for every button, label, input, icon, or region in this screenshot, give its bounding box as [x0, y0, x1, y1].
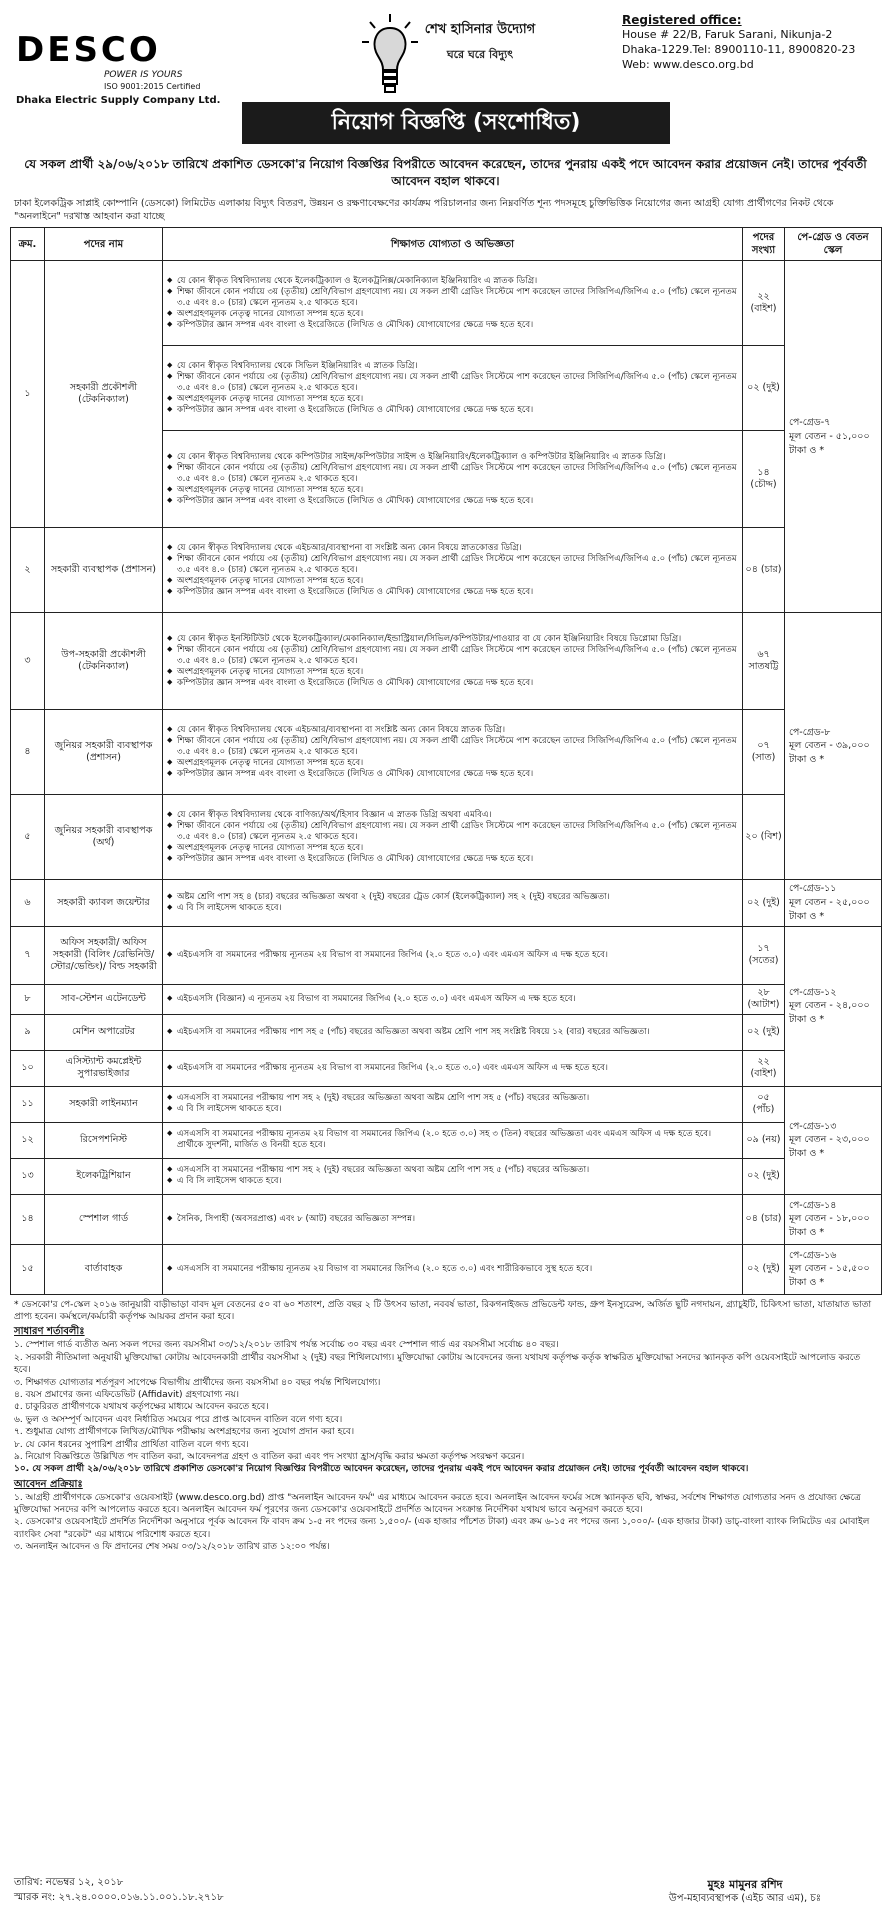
qualification	[163, 710, 743, 795]
serial: ১	[11, 261, 45, 528]
post-count: ০৫ (পাঁচ)	[743, 1086, 785, 1122]
serial: ১০	[11, 1050, 45, 1086]
condition-item: ৪. বয়স প্রমাণের জন্য এফিডেভিট (Affidavit) গ্রহণযোগ্য নয়।	[14, 1389, 239, 1400]
logo-wordmark: DESCO	[16, 30, 161, 70]
serial: ৫	[11, 795, 45, 880]
post-count: ১৪ (চৌদ্দ)	[743, 431, 785, 528]
post-count: ০৪ (চার)	[743, 1194, 785, 1244]
qualification-item: ◆ কম্পিউটার জ্ঞান সম্পন্ন এবং বাংলা ও ইংরেজিতে (লিখিত ও মৌখিক) যোগাযোগের ক্ষেত্রে দক্ষ হতে হবে।	[167, 320, 738, 331]
office-title: Registered office:	[622, 13, 742, 27]
serial: ৭	[11, 926, 45, 984]
qualification-item: ◆ এ বি সি লাইসেন্স থাকতে হবে।	[167, 903, 738, 914]
qualification-item: ◆ যে কোন স্বীকৃত বিশ্ববিদ্যালয় থেকে বাণিজ্য/অর্থ/হিসাব বিজ্ঞান এ স্নাতক ডিগ্রি অথবা এমবিএ।	[167, 810, 738, 821]
condition-item: ৯. নিয়োগ বিজ্ঞপ্তিতে উল্লিখিত পদ বাতিল করা, আবেদনপত্র গ্রহণ ও বাতিল করা এবং পদ সংখ্যা হ্রাস/বৃদ্ধি করার ক্ষমতা কর্তৃপক্ষ সংরক্ষণ করেন।	[14, 1451, 525, 1462]
qualification-item: ◆ কম্পিউটার জ্ঞান সম্পন্ন এবং বাংলা ও ইংরেজিতে (লিখিত ও মৌখিক) যোগাযোগের ক্ষেত্রে দক্ষ হতে হবে।	[167, 769, 738, 780]
notice-date: তারিখ: নভেম্বর ১২, ২০১৮	[14, 1877, 124, 1888]
notes-section	[14, 1299, 877, 1554]
post-name: ইলেকট্রিশিয়ান	[45, 1158, 163, 1194]
slogan-emblem	[360, 12, 540, 100]
qualification	[163, 1086, 743, 1122]
condition-item: ৩. শিক্ষাগত যোগ্যতার শর্তপূরণ সাপেক্ষে বিভাগীয় প্রার্থীদের জন্য বয়সসীমা ৪০ বছর পর্যন্ত শিথিলযোগ্য।	[14, 1377, 381, 1388]
header-pay: পে-গ্রেড ও বেতন স্কেল	[785, 228, 882, 261]
qualification-item: ◆ কম্পিউটার জ্ঞান সম্পন্ন এবং বাংলা ও ইংরেজিতে (লিখিত ও মৌখিক) যোগাযোগের ক্ষেত্রে দক্ষ হতে হবে।	[167, 854, 738, 865]
intro-paragraph: ঢাকা ইলেকট্রিক সাপ্লাই কোম্পানি (ডেসকো) লিমিটেড এলাকায় বিদ্যুৎ বিতরণ, উন্নয়ন ও রক্ষণাবেক্ষণের কার্যক্রম পরিচালনার জন্য নিম্নবর্ণিত শূন্য পদসমূহে চুক্তিভিত্তিক নিয়োগের জন্য আগ্রহী যোগ্য প্রার্থীগণের নিকট থেকে "অনলাইনে" দরখাস্ত আহবান করা যাচ্ছে	[14, 197, 834, 223]
post-count: ০৭ (সাত)	[743, 710, 785, 795]
qualification-item: ◆ এইচএসসি (বিজ্ঞান) এ ন্যূনতম ২য় বিভাগ বা সমমানের জিপিএ (২.০ হতে ৩.০) এবং এমএস অফিস এ দক্ষ হতে হবে।	[167, 994, 738, 1005]
post-name: জুনিয়র সহকারী ব্যবস্থাপক (প্রশাসন)	[45, 710, 163, 795]
qualification-item: ◆ অংশগ্রহণমূলক নেতৃত্ব দানের যোগ্যতা সম্পন্ন হতে হবে।	[167, 309, 738, 320]
serial: ১২	[11, 1122, 45, 1158]
application-step: ২. ডেসকো'র ওয়েবসাইটে প্রদর্শিত নির্দেশিকা অনুসারে পূর্বক আবেদন ফি বাবদ ক্রম ১-৫ নং পদের জন্য ১,৫০০/- (এক হাজার পাঁচশত টাকা) এবং ক্রম ৬-১৫ নং পদের জন্য ১,০০০/- (এক হাজার টাকা) ডাচ্-বাংলা ব্যাংক লিমিটেড এর মোবাইল ব্যাংকিং সেবা "রকেট" এর মাধ্যমে পরিশোধ করতে হবে।	[14, 1517, 870, 1540]
post-name: সহকারী প্রকৌশলী (টেকনিক্যাল)	[45, 261, 163, 528]
pay-grade-11	[785, 880, 882, 926]
slogan-line-1: শেখ হাসিনার উদ্যোগ	[424, 22, 536, 37]
qualification-item: ◆ যে কোন স্বীকৃত বিশ্ববিদ্যালয় থেকে কম্পিউটার সাইন্স/কম্পিউটার সাইন্স ও ইঞ্জিনিয়ারিং/ইলেকট্রিক্যাল ও কম্পিউটার ইঞ্জিনিয়ারিং এ স্নাতক ডিগ্রি।	[167, 452, 738, 463]
qualification-item: ◆ যে কোন স্বীকৃত বিশ্ববিদ্যালয় থেকে সিভিল ইঞ্জিনিয়ারিং এ স্নাতক ডিগ্রি।	[167, 361, 738, 372]
post-count: ০৪ (চার)	[743, 528, 785, 613]
post-name: অফিস সহকারী/ অফিস সহকারী (বিলিং /রেভিনিউ/ স্টোর/ভেন্ডিং)/ বিল্ড সহকারী	[45, 926, 163, 984]
table-row	[11, 880, 882, 926]
header-post: পদের নাম	[45, 228, 163, 261]
qualification	[163, 1014, 743, 1050]
notice-title: নিয়োগ বিজ্ঞপ্তি (সংশোধিত)	[242, 102, 670, 144]
signature-block	[615, 1878, 875, 1905]
condition-item: ৫. চাকুরিরত প্রার্থীগণকে যথাযথ কর্তৃপক্ষের মাধ্যমে আবেদন করতে হবে।	[14, 1402, 269, 1413]
condition-item: ৬. ভুল ও অসম্পূর্ণ আবেদন এবং নির্ধারিত সময়ের পরে প্রাপ্ত আবেদন বাতিল বলে গণ্য হবে।	[14, 1414, 343, 1425]
post-count: ২২ (বাইশ)	[743, 1050, 785, 1086]
serial: ৯	[11, 1014, 45, 1050]
pay-grade: পে-গ্রেড-১১	[789, 883, 837, 895]
post-count: ০২ (দুই)	[743, 1158, 785, 1194]
post-name: মেশিন অপারেটর	[45, 1014, 163, 1050]
serial: ৪	[11, 710, 45, 795]
serial: ১৩	[11, 1158, 45, 1194]
qualification	[163, 1244, 743, 1294]
qualification-item: ◆ এসএসসি বা সমমানের পরীক্ষায় ন্যূনতম ২য় বিভাগ বা সমমানের জিপিএ (২.০ হতে ৩.০) এবং শারীরিকভাবে সুস্থ হতে হবে।	[167, 1264, 738, 1275]
post-count: ২৮ (আটাশ)	[743, 984, 785, 1014]
lead-notice: যে সকল প্রার্থী ২৯/০৬/২০১৮ তারিখে প্রকাশিত ডেসকো'র নিয়োগ বিজ্ঞপ্তির বিপরীতে আবেদন করেছেন, তাদের পুনরায় একই পদে আবেদন করার প্রয়োজন নেই। তাদের পূর্ববর্তী আবেদন বহাল থাকবে।	[24, 157, 867, 189]
pay-grade-14	[785, 1194, 882, 1244]
post-count: ২০ (বিশ)	[743, 795, 785, 880]
table-row	[11, 795, 882, 880]
qualification	[163, 1050, 743, 1086]
qualification	[163, 984, 743, 1014]
qualification-item: ◆ শিক্ষা জীবনে কোন পর্যায়ে ৩য় (তৃতীয়) শ্রেণি/বিভাগ গ্রহণযোগ্য নয়। যে সকল প্রার্থী গ্রেডিং সিস্টেমে পাশ করেছেন তাদের সিজিপিএ/জিপিএ ৫.০ (পাঁচ) স্কেলে ন্যূনতম ৩.৫ এবং ৪.০ (চার) স্কেলে ন্যূনতম ২.৫ থাকতে হবে।	[167, 463, 738, 485]
qualification-item: ◆ এইচএসসি বা সমমানের পরীক্ষায় ন্যূনতম ২য় বিভাগ বা সমমানের জিপিএ (২.০ হতে ৩.০) এবং এমএস অফিস এ দক্ষ হতে হবে।	[167, 950, 738, 961]
pay-grade: পে-গ্রেড-৮	[789, 726, 831, 738]
post-name: সহকারী ক্যাবল জয়েন্টার	[45, 880, 163, 926]
qualification-item: ◆ শিক্ষা জীবনে কোন পর্যায়ে ৩য় (তৃতীয়) শ্রেণি/বিভাগ গ্রহণযোগ্য নয়। যে সকল প্রার্থী গ্রেডিং সিস্টেমে পাশ করেছেন তাদের সিজিপিএ/জিপিএ ৫.০ (পাঁচ) স্কেলে ন্যূনতম ৩.৫ এবং ৪.০ (চার) স্কেলে ন্যূনতম ২.৫ থাকতে হবে।	[167, 554, 738, 576]
header	[10, 8, 881, 148]
header-qualification: শিক্ষাগত যোগ্যতা ও অভিজ্ঞতা	[163, 228, 743, 261]
table-row	[11, 1050, 882, 1086]
post-name: উপ-সহকারী প্রকৌশলী (টেকনিক্যাল)	[45, 613, 163, 710]
signer-designation: উপ-মহাব্যবস্থাপক (এইচ আর এম), চঃ	[668, 1893, 822, 1904]
serial: ৬	[11, 880, 45, 926]
table-header-row	[11, 228, 882, 261]
qualification	[163, 880, 743, 926]
condition-item: ১০. যে সকল প্রার্থী ২৯/০৬/২০১৮ তারিখে প্রকাশিত ডেসকো'র নিয়োগ বিজ্ঞপ্তির বিপরীতে আবেদন করেছেন, তাদের পুনরায় একই পদে আবেদন করার প্রয়োজন নেই। তাদের পূর্ববর্তী আবেদন বহাল থাকবে।	[14, 1464, 749, 1475]
qualification-item: ◆ শিক্ষা জীবনে কোন পর্যায়ে ৩য় (তৃতীয়) শ্রেণি/বিভাগ গ্রহণযোগ্য নয়। যে সকল প্রার্থী গ্রেডিং সিস্টেমে পাশ করেছেন তাদের সিজিপিএ/জিপিএ ৫.০ (পাঁচ) স্কেলে ন্যূনতম ৩.৫ এবং ৪.০ (চার) স্কেলে ন্যূনতম ২.৫ থাকতে হবে।	[167, 736, 738, 758]
qualification-item: ◆ অষ্টম শ্রেণি পাশ সহ ৪ (চার) বছরের অভিজ্ঞতা অথবা ২ (দুই) বছরের ট্রেড কোর্স (ইলেকট্রিক্যাল) সহ ২ (দুই) বছরের অভিজ্ঞতা।	[167, 892, 738, 903]
serial: ১৪	[11, 1194, 45, 1244]
post-name: এসিস্ট্যান্ট কমপ্লেইন্ট সুপারভাইজার	[45, 1050, 163, 1086]
qualification-item: ◆ শিক্ষা জীবনে কোন পর্যায়ে ৩য় (তৃতীয়) শ্রেণি/বিভাগ গ্রহণযোগ্য নয়। যে সকল প্রার্থী গ্রেডিং সিস্টেমে পাশ করেছেন তাদের সিজিপিএ/জিপিএ ৫.০ (পাঁচ) স্কেলে ন্যূনতম ৩.৫ এবং ৪.০ (চার) স্কেলে ন্যূনতম ২.৫ থাকতে হবে।	[167, 645, 738, 667]
table-row	[11, 613, 882, 710]
iso-certification: ISO 9001:2015 Certified	[104, 81, 201, 91]
pay-grade-12	[785, 926, 882, 1086]
qualification	[163, 261, 743, 346]
pay-grade-13	[785, 1086, 882, 1194]
qualification-item: ◆ এ বি সি লাইসেন্স থাকতে হবে।	[167, 1176, 738, 1187]
qualification-item: ◆ অংশগ্রহণমূলক নেতৃত্ব দানের যোগ্যতা সম্পন্ন হতে হবে।	[167, 485, 738, 496]
slogan-line-2: ঘরে ঘরে বিদ্যুৎ	[446, 48, 514, 61]
pay-grade: পে-গ্রেড-৭	[789, 417, 831, 429]
application-process-title: আবেদন প্রক্রিয়াঃ	[14, 1478, 83, 1490]
serial: ৮	[11, 984, 45, 1014]
table-row	[11, 1158, 882, 1194]
basic-salary: মূল বেতন - ২৪,০০০ টাকা ও *	[789, 1000, 870, 1026]
qualification-item: ◆ যে কোন স্বীকৃত বিশ্ববিদ্যালয় থেকে এইচআর/ব্যবস্থাপনা বা সংশ্লিষ্ট অন্য কোন বিষয়ে স্নাতকোত্তর ডিগ্রি।	[167, 543, 738, 554]
table-row	[11, 261, 882, 346]
post-count: ০২ (দুই)	[743, 1244, 785, 1294]
qualification	[163, 926, 743, 984]
table-row	[11, 528, 882, 613]
qualification	[163, 1122, 743, 1158]
signer-name: মুহঃ মামুনর রশিদ	[707, 1877, 783, 1891]
qualification-item: ◆ শিক্ষা জীবনে কোন পর্যায়ে ৩য় (তৃতীয়) শ্রেণি/বিভাগ গ্রহণযোগ্য নয়। যে সকল প্রার্থী গ্রেডিং সিস্টেমে পাশ করেছেন তাদের সিজিপিএ/জিপিএ ৫.০ (পাঁচ) স্কেলে ন্যূনতম ৩.৫ এবং ৪.০ (চার) স্কেলে ন্যূনতম ২.৫ থাকতে হবে।	[167, 372, 738, 394]
qualification	[163, 431, 743, 528]
qualification-item: ◆ কম্পিউটার জ্ঞান সম্পন্ন এবং বাংলা ও ইংরেজিতে (লিখিত ও মৌখিক) যোগাযোগের ক্ষেত্রে দক্ষ হতে হবে।	[167, 405, 738, 416]
table-row	[11, 1194, 882, 1244]
qualification-item: ◆ অংশগ্রহণমূলক নেতৃত্ব দানের যোগ্যতা সম্পন্ন হতে হবে।	[167, 843, 738, 854]
general-conditions-title: সাধারণ শর্তাবলীঃ	[14, 1326, 85, 1338]
table-row	[11, 710, 882, 795]
basic-salary: মূল বেতন - ৩৯,০০০ টাকা ও *	[789, 740, 870, 766]
table-row	[11, 1086, 882, 1122]
post-name: সহকারী লাইনম্যান	[45, 1086, 163, 1122]
qualification	[163, 795, 743, 880]
post-name: বার্তাবাহক	[45, 1244, 163, 1294]
qualification-item: ◆ যে কোন স্বীকৃত বিশ্ববিদ্যালয় থেকে ইলেকট্রিক্যাল ও ইলেকট্রনিক্স/মেকানিক্যাল ইঞ্জিনিয়ারিং এ স্নাতক ডিগ্রি।	[167, 276, 738, 287]
qualification-item: ◆ শিক্ষা জীবনে কোন পর্যায়ে ৩য় (তৃতীয়) শ্রেণি/বিভাগ গ্রহণযোগ্য নয়। যে সকল প্রার্থী গ্রেডিং সিস্টেমে পাশ করেছেন তাদের সিজিপিএ/জিপিএ ৫.০ (পাঁচ) স্কেলে ন্যূনতম ৩.৫ এবং ৪.০ (চার) স্কেলে ন্যূনতম ২.৫ থাকতে হবে।	[167, 287, 738, 309]
basic-salary: মূল বেতন - ১৫,৫০০ টাকা ও *	[789, 1263, 870, 1289]
qualification-item: ◆ সৈনিক, সিপাহী (অবসরপ্রাপ্ত) এবং ৮ (আট) বছরের অভিজ্ঞতা সম্পন্ন।	[167, 1214, 738, 1225]
qualification-item: ◆ অংশগ্রহণমূলক নেতৃত্ব দানের যোগ্যতা সম্পন্ন হতে হবে।	[167, 394, 738, 405]
header-serial: ক্রম.	[11, 228, 45, 261]
condition-item: ১. স্পেশাল গার্ড ব্যতীত অন্য সকল পদের জন্য বয়সসীমা ০৩/১২/২০১৮ তারিখ পর্যন্ত সর্বোচ্চ ৩০ বছর এবং স্পেশাল গার্ড এর বয়সসীমা সর্বোচ্চ ৪০ বছর।	[14, 1340, 559, 1351]
logo-tagline: POWER IS YOURS	[104, 70, 183, 81]
pay-grade: পে-গ্রেড-১৩	[789, 1120, 837, 1132]
condition-item: ২. সরকারী নীতিমালা অনুযায়ী মুক্তিযোদ্ধা কোটায় আবেদনকারী প্রার্থীর বয়সসীমা ২ (দুই) বছর শিথিলযোগ্য। মুক্তিযোদ্ধা কোটায় আবেদনের জন্য যথাযথ কর্তৃপক্ষ কর্তৃক স্বাক্ষরিত মুক্তিযোদ্ধা সনদের স্ক্যানকৃত কপি ওয়েবসাইটে আপলোড করতে হবে।	[14, 1352, 861, 1376]
qualification	[163, 346, 743, 431]
post-name: সাব-স্টেশন এটেনডেন্ট	[45, 984, 163, 1014]
office-web: Web: www.desco.org.bd	[622, 57, 754, 71]
qualification	[163, 613, 743, 710]
table-row	[11, 984, 882, 1014]
post-count: ০৯ (নয়)	[743, 1122, 785, 1158]
post-count: ২২ (বাইশ)	[743, 261, 785, 346]
application-step: ৩. অনলাইন আবেদন ও ফি প্রদানের শেষ সময় ০৩/১২/২০১৮ তারিখ রাত ১২:০০ পর্যন্ত।	[14, 1542, 330, 1553]
table-row	[11, 1244, 882, 1294]
qualification-item: ◆ কম্পিউটার জ্ঞান সম্পন্ন এবং বাংলা ও ইংরেজিতে (লিখিত ও মৌখিক) যোগাযোগের ক্ষেত্রে দক্ষ হতে হবে।	[167, 496, 738, 507]
condition-item: ৮. যে কোন ধরনের সুপারিশ প্রার্থীর প্রার্থিতা বাতিল বলে গণ্য হবে।	[14, 1439, 249, 1450]
qualification-item: ◆ কম্পিউটার জ্ঞান সম্পন্ন এবং বাংলা ও ইংরেজিতে (লিখিত ও মৌখিক) যোগাযোগের ক্ষেত্রে দক্ষ হতে হবে।	[167, 587, 738, 598]
qualification-item: ◆ কম্পিউটার জ্ঞান সম্পন্ন এবং বাংলা ও ইংরেজিতে (লিখিত ও মৌখিক) যোগাযোগের ক্ষেত্রে দক্ষ হতে হবে।	[167, 678, 738, 689]
qualification	[163, 528, 743, 613]
post-count: ১৭ (সতের)	[743, 926, 785, 984]
qualification-item: ◆ এইচএসসি বা সমমানের পরীক্ষায় পাশ সহ ৫ (পাঁচ) বছরের অভিজ্ঞতা অথবা অষ্টম শ্রেণি পাশ সহ সংশ্লিষ্ট বিষয়ে ১২ (বার) বছরের অভিজ্ঞতা।	[167, 1027, 738, 1038]
pay-grade: পে-গ্রেড-১২	[789, 986, 837, 998]
qualification	[163, 1158, 743, 1194]
qualification-item: ◆ এসএসসি বা সমমানের পরীক্ষায় পাশ সহ ২ (দুই) বছরের অভিজ্ঞতা অথবা অষ্টম শ্রেণি পাশ সহ ৫ (পাঁচ) বছরের অভিজ্ঞতা।	[167, 1093, 738, 1104]
office-address: House # 22/B, Faruk Sarani, Nikunja-2	[622, 28, 833, 42]
post-count: ০২ (দুই)	[743, 880, 785, 926]
serial: ৩	[11, 613, 45, 710]
pay-grade-8	[785, 613, 882, 880]
qualification	[163, 1194, 743, 1244]
qualification-item: ◆ এ বি সি লাইসেন্স থাকতে হবে।	[167, 1104, 738, 1115]
post-name: সহকারী ব্যবস্থাপক (প্রশাসন)	[45, 528, 163, 613]
basic-salary: মূল বেতন - ১৮,০০০ টাকা ও *	[789, 1213, 870, 1239]
post-count: ০২ (দুই)	[743, 1014, 785, 1050]
qualification-item: ◆ অংশগ্রহণমূলক নেতৃত্ব দানের যোগ্যতা সম্পন্ন হতে হবে।	[167, 667, 738, 678]
post-name: স্পেশাল গার্ড	[45, 1194, 163, 1244]
pay-grade: পে-গ্রেড-১৬	[789, 1249, 837, 1261]
condition-item: ৭. শুধুমাত্র যোগ্য প্রার্থীগণকে লিখিত/মৌখিক পরীক্ষায় অংশগ্রহণের জন্য সুযোগ প্রদান করা হবে।	[14, 1427, 355, 1438]
qualification-item: ◆ এইচএসসি বা সমমানের পরীক্ষায় ন্যূনতম ২য় বিভাগ বা সমমানের জিপিএ (২.০ হতে ৩.০) এবং এমএস অফিস এ দক্ষ হতে হবে।	[167, 1063, 738, 1074]
basic-salary: মূল বেতন - ২৫,০০০ টাকা ও *	[789, 897, 870, 922]
post-name: রিসেপশনিস্ট	[45, 1122, 163, 1158]
post-name: জুনিয়র সহকারী ব্যবস্থাপক (অর্থ)	[45, 795, 163, 880]
serial: ১৫	[11, 1244, 45, 1294]
application-step: ১. আগ্রহী প্রার্থীগণকে ডেসকো'র ওয়েবসাইট (www.desco.org.bd) প্রাপ্ত "অনলাইন আবেদন ফর্ম" এর মাধ্যমে আবেদন করতে হবে। অনলাইন আবেদন ফর্মের সঙ্গে স্ক্যানকৃত ছবি, স্বাক্ষর, সর্বশেষ শিক্ষাগত যোগ্যতার সনদ ও প্রযোজ্য ক্ষেত্রে মুক্তিযোদ্ধা সনদের কপি আপলোড করতে হবে। অনলাইন আবেদন ফর্ম পূরণের জন্য ডেসকো'র ওয়েবসাইটে প্রদর্শিত আবেদন সংক্রান্ত নির্দেশিকা যথাযথ ভাবে অনুসরণ করতে হবে।	[14, 1492, 861, 1515]
post-count: ০২ (দুই)	[743, 346, 785, 431]
qualification-item: ◆ যে কোন স্বীকৃত ইনস্টিটিউট থেকে ইলেকট্রিক্যাল/মেকানিক্যাল/ইন্ডাস্ট্রিয়াল/সিভিল/কম্পিউটার/পাওয়ার বা যে কোন ইঞ্জিনিয়ারিং বিষয়ে ডিপ্লোমা ডিগ্রি।	[167, 634, 738, 645]
vacancy-table	[10, 227, 882, 1294]
serial: ২	[11, 528, 45, 613]
pay-grade-16	[785, 1244, 882, 1294]
basic-salary: মূল বেতন - ৫১,০০০ টাকা ও *	[789, 430, 870, 456]
table-row	[11, 1014, 882, 1050]
basic-salary: মূল বেতন - ২৩,০০০ টাকা ও *	[789, 1134, 870, 1160]
table-row	[11, 926, 882, 984]
qualification-item: ◆ অংশগ্রহণমূলক নেতৃত্ব দানের যোগ্যতা সম্পন্ন হতে হবে।	[167, 758, 738, 769]
qualification-item: ◆ যে কোন স্বীকৃত বিশ্ববিদ্যালয় থেকে এইচআর/ব্যবস্থাপনা বা সংশ্লিষ্ট অন্য কোন বিষয়ে স্নাতক ডিগ্রি।	[167, 725, 738, 736]
registered-office	[622, 12, 891, 73]
light-bulb-icon	[360, 12, 420, 98]
benefits-note: * ডেসকো'র পে-স্কেল ২০১৬ জানুয়ারী বাড়ীভাড়া বাবদ মূল বেতনের ৫০ বা ৬০ শতাংশ, প্রতি বছর ২ টি উৎসব ভাতা, নববর্ষ ভাতা, রিকগনাইজড প্রভিডেন্ট ফান্ড, গ্রুপ ইনস্যুরেন্স, অর্জিত ছুটি নগদায়ন, গ্র্যাচুইটি, চিকিৎসা ভাতা, যাতায়াত ভাতা প্রাপ্য হবেন। কর্মস্থলে/কর্মচারী কর্তৃপক্ষ আয়কর প্রদান করা হবে।	[14, 1299, 872, 1323]
company-name: Dhaka Electric Supply Company Ltd.	[16, 95, 221, 107]
qualification-item: ◆ এসএসসি বা সমমানের পরীক্ষায় পাশ সহ ২ (দুই) বছরের অভিজ্ঞতা অথবা অষ্টম শ্রেণি পাশ সহ ৫ (পাঁচ) বছরের অভিজ্ঞতা।	[167, 1165, 738, 1176]
footer-reference	[14, 1875, 224, 1905]
qualification-item: ◆ এসএসসি বা সমমানের পরীক্ষায় ন্যূনতম ২য় বিভাগ বা সমমানের জিপিএ (২.০ হতে ৩.০) সহ ৩ (তিন) বছরের অভিজ্ঞতা এবং এমএস অফিস এ দক্ষ হতে হবে। প্রার্থীকে সুদর্শনী, মার্জিত ও বিনয়ী হতে হবে।	[167, 1129, 738, 1151]
office-phone: Dhaka-1229.Tel: 8900110-11, 8900820-23	[622, 43, 856, 57]
memo-number: স্মারক নং: ২৭.২৪.০০০০.০১৬.১১.০০১.১৮.২৭১৮	[14, 1892, 224, 1903]
qualification-item: ◆ অংশগ্রহণমূলক নেতৃত্ব দানের যোগ্যতা সম্পন্ন হতে হবে।	[167, 576, 738, 587]
pay-grade-7	[785, 261, 882, 613]
serial: ১১	[11, 1086, 45, 1122]
post-count: ৬৭ সাতষট্টি	[743, 613, 785, 710]
qualification-item: ◆ শিক্ষা জীবনে কোন পর্যায়ে ৩য় (তৃতীয়) শ্রেণি/বিভাগ গ্রহণযোগ্য নয়। যে সকল প্রার্থী গ্রেডিং সিস্টেমে পাশ করেছেন তাদের সিজিপিএ/জিপিএ ৫.০ (পাঁচ) স্কেলে ন্যূনতম ৩.৫ এবং ৪.০ (চার) স্কেলে ন্যূনতম ২.৫ থাকতে হবে।	[167, 821, 738, 843]
table-row	[11, 1122, 882, 1158]
header-count: পদের সংখ্যা	[743, 228, 785, 261]
pay-grade: পে-গ্রেড-১৪	[789, 1199, 837, 1211]
desco-logo	[16, 28, 226, 107]
